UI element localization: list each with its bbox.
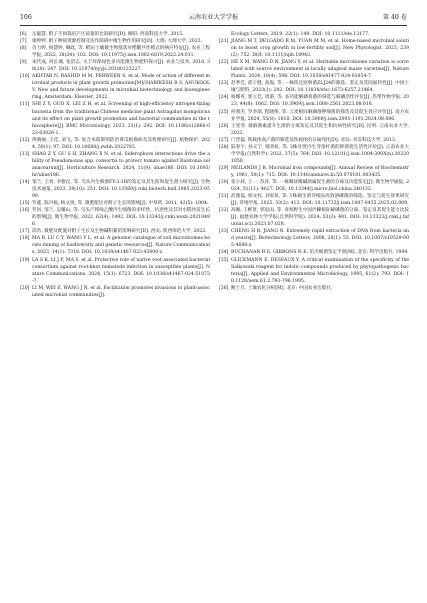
reference-text: HE X M, WANG D N, JIANG Y, et al. Heritable microbiome variation is correlated with source environment in locally adapted maize varieties[J]. Nature Plants, 2024, 10(4): 598. DOI: 10.1038/s41477-024-01654-7. [231,60,409,80]
reference-text: 佟晓丽, 王佳, 刘飞, 等. 复合木霉制剂防治黄瓜根腐病及其机理研究[J]. 植物保护, 2024, 50(1): 97. DOI: 10.16688/j.zwbh.2022783. [32,137,210,150]
reference-number: [26] [219,123,229,129]
reference-entry [20,73,210,101]
reference-number: [14] [20,179,30,185]
reference-entry [219,228,409,249]
reference-text: GLICKMANN E, DESSAUX Y. A critical examination of the specificity of the Salkowski reagent for indolic compounds produced by phytopathogenic bacteria[J]. Applied and Environmental Microbiology, 1995, 61(2): 793. DOI: 10.1128/aem.61.2.793-796.1995. [231,257,409,284]
reference-number: [19] [20,257,30,263]
reference-text: 王宪琴. 球藓菌素提升生菌的分离鉴定及其促生和抗病性研究[D]. 昆明: 云南农业大学, 2022. [231,123,409,136]
reference-number: [13] [20,151,30,157]
reference-number: [16] [20,208,30,214]
reference-entry [20,257,210,285]
reference-entry [20,228,210,235]
reference-number: [17] [20,229,30,235]
reference-text: 何朋杰, 罗李瑞, 程晓俊, 等. 云麦根际解磷溶钾细菌的筛选及其促生效应评价[J]. 南方农业学报, 2024, 55(8): 1610. DOI: 10.3969/j.issn.2095-1191.2024.08.006. [231,109,409,122]
reference-entry [219,193,409,207]
reference-number: [18] [20,236,30,242]
reference-text: LA S K, LI J F, MA S, et al. Protective role of native root-associated bacterial consortium against root-knot nematode infection in susceptible plants[J]. Nature Communications, 2024, 15(1): 6723. DOI: 10.1038/s41467-024-51073-7. [32,257,210,284]
reference-number: [30] [219,179,229,185]
reference-entry [20,179,210,200]
references-right-column [219,31,409,292]
reference-entry [219,257,409,285]
reference-number: [6] [20,32,27,37]
reference-text: 张小莉, 王一, 苏萍, 等. 一株哪盐嗜碱菌属促生菌的分离及功能鉴定[J]. 微生物学通报, 2024, 51(11): 4627. DOI: 10.13344/j.micro.biol.china.240132. [231,179,409,193]
reference-text: 高佩, 王彬贤, 郭思雨, 等. 青海野生中国沙棘根际解磷菌的分离、鉴定及其促生能力比较[J]. 福建农林大学学报(自然科学版), 2024, 53(3): 401. DOI: 10.13323/j.cnki.j.fafu(nat.sci).2023.07.028. [231,208,409,228]
reference-entry [20,235,210,256]
reference-entry [20,285,210,299]
reference-number: [36] [219,285,229,291]
reference-entry [219,59,409,80]
reference-text: BUCHANAN R E, GIBBONS N E. 伯杰细菌鉴定手册[M]. 北京: 科学出版社, 1994. [231,250,409,256]
reference-text: 杨娜英, 郭立佳, 周游, 等. 多功能解磷真菌的筛选与解磷活性评价[J]. 热带作物学报, 2023, 44(8): 1662. DOI: 10.3969/j.issn.1000-2561.2023.08.016. [231,95,409,108]
reference-text: Ecology Letters, 2019, 22(1): 149. DOI: 10.1111/ele.13177. [231,32,370,37]
reference-entry [219,109,409,123]
reference-entry [219,207,409,228]
reference-number: [32] [219,208,229,214]
reference-number: [12] [20,137,30,143]
reference-number: [22] [219,60,229,66]
reference-entry [20,151,210,179]
reference-entry [219,144,409,165]
reference-number: [28] [219,144,229,150]
reference-entry [20,45,210,59]
reference-text: 邱浩. 微肥及配施对附子生长及生物碱积累的影响研究[D]. 西安: 陕西师范大学, 2022. [32,229,207,235]
reference-number: [25] [219,109,229,115]
reference-number: [27] [219,137,229,143]
reference-number: [31] [219,194,229,200]
reference-text: 武燕磊, 杨文权, 刘家伙, 等. 1株锡生溶芽根际高效溶磷菌的筛选、鉴定与促生效果研究[J]. 草地学报, 2025, 33(2): 413. DOI: 10.11733/j.issn.1007-0435.2025.02.009. [231,194,409,207]
reference-entry [219,31,409,38]
reference-text: JIANG M T, DELGADO B M, YUAN M M, et al. Home-based microbial solution to boost crop growth in low-fertility soil[J]. New Phytologist, 2023, 239(2): 752. DOI: 10.1111/nph.18943. [231,39,409,59]
reference-entry [219,94,409,108]
journal-title: 云南农业大学学报 [188,14,239,21]
reference-entry [20,59,210,73]
reference-number: [9] [20,60,27,66]
reference-entry [20,38,210,45]
reference-text: LI M, WEI Z, WANG J N, et al. Facilitation promotes invasions in plant-associated microbial communities[J]. [32,285,210,298]
reference-entry [219,38,409,59]
reference-text: SHAO Z Y, GU S H, ZHANG X N, et al. Siderophore interactions drive the ability of Pseudomonas spp. consortia to protect tomato against Ralstonia solanacearum[J]. Horticulture Research, 2024, 11(9): uhae186. DOI: 10.1093/hr/uhae186. [32,151,210,178]
reference-number: [34] [219,250,229,256]
running-header [20,12,407,26]
reference-text: 陆春宇, 孙义宁, 鄢青虹, 等. 3株甘蔗内生芽孢杆菌的抑菌促生活性评价[J]. 云南农业大学学报(自然科学), 2022, 37(5): 764. DOI: 10.12101/j.issn.1004-390X(n).202201050. [231,144,409,164]
reference-entry [219,285,409,292]
reference-entry [20,31,210,38]
reference-text: 康婷婷. 附子种质资源控制及连作障碍中微生物作用研究[D]. 大理: 大理大学, 2023. [32,39,203,45]
reference-entry [219,249,409,256]
reference-number: [29] [219,165,229,171]
reference-number: [20] [20,285,30,291]
reference-number: [15] [20,201,30,207]
reference-text: MA B, LU C Y, WANG Y L, et al. A genomic catalogue of soil microbiomes boosts mining of biodiversity and genetic resources[J]. Nature Communications, 2023, 14(1): 7318. DOI: 10.1038/s41467-023-43000-z. [32,236,210,256]
volume-label: 第 40 卷 [382,14,407,21]
reference-text: 赵季佳, 邱子健, 高海, 等. 一株铁还原细菌ZLJ24的筛选、鉴定及其固氮特性[J]. 中国土壤与肥料, 2023(1): 242. DOI: 10.11838/sfsc.1673-6257.21464. [231,81,409,94]
reference-entry [219,137,409,144]
reference-entry [219,165,409,179]
reference-entry [20,207,210,228]
reference-number: [8] [20,46,27,52]
reference-text: 鲍士旦. 土壤农化分析[M]. 北京: 中国农业出版社, [231,285,333,291]
reference-text: SHI Z Y, GUO X, LEI Z H, et al. Screening of high-efficiency nitrogen-fixing bacteria from the traditional Chinese medicine plant Astragalus mongolicus and its effect on plant growth promotion and bacterial communities in the rhizosphere[J]. BMC Microbiology, 2023, 23(1): 292. DOI: 10.1186/s12866-023-03026-1. [32,102,210,136]
reference-text: 岳聪慧. 附子不同栽培产区质量的比较研究[D]. 绵阳: 西南科技大学, 2015. [32,32,184,37]
reference-number: [23] [219,81,229,87]
reference-entry [219,123,409,137]
reference-number: [11] [20,102,30,108]
references-left-column [20,31,210,299]
reference-text: 罗河, 邹兰, 吴璐山, 等. 乌头产吲哚乙酸内生细菌的多样性、抗逆性及其对水稻幼苗生长的影响[J]. 微生物学报, 2022, 62(4): 1492. DOI: 10.13343/j.cnki.wsxb.20210496. [32,208,210,228]
reference-text: 邹兰, 王勇, 李雅仪, 等. 乌头内生细菌FY-3-1R的鉴定及其生防和促生潜力研究[J]. 生物技术通报, 2023, 39(10): 251. DOI: 10.13560/j.cnki.biotech.bull.1985.2023-0590. [32,179,210,200]
reference-entry [20,101,210,136]
reference-entry [219,179,409,193]
reference-text: CHENG H R, JIANG N. Extremely rapid extraction of DNA from bacteria and yeasts[J]. Biotechnology Letters, 2006, 28(1): 55. DOI: 10.1007/s10529-005-4688-z. [231,229,409,249]
reference-number: [10] [20,74,30,80]
reference-text: 门晋磊. 铁载体高产菌的筛选及铁载体的分离纯化[D]. 青岛: 青岛科技大学, 2013. [231,137,397,143]
reference-entry [219,80,409,94]
page-number: 106 [20,14,32,21]
reference-number: [24] [219,95,229,101]
reference-entry [20,137,210,151]
reference-text: 肖力婷, 杨慧婷, 赖政, 等. 稻田土壤微生物群落对稻鳖共作模式的响应特征[J]. 农业工程学报, 2022, 38(24): 102. DOI: 10.11975/j.issn.1002-6819.2022.24.011. [32,46,210,59]
reference-number: [21] [219,39,229,45]
reference-number: [33] [219,229,229,235]
reference-text: 朱代成, 何长城, 张留志. 关于环保绿色多功能微生物肥料探讨[J]. 农业与技术, 2018, 38(20): 247. DOI: 10.11974/nyyjs.20180133227. [32,60,210,73]
reference-entry [20,200,210,207]
reference-text: NEILANDS J B. Microbial iron compounds[J]. Annual Review of Biochemistry, 1981, 50(1): 715. DOI: 10.1146/annurev.bi.50.070181.003435. [231,165,409,178]
reference-number: [35] [219,257,229,263]
reference-text: 罗鑫, 陈丹福, 杨文锐, 等. 微肥配比对附子生长的影响[J]. 中草药, 2011, 42(5): 1004. [32,201,209,207]
reference-number: [7] [20,39,27,45]
reference-text: AKHTAR N, RASHID M M, PERWEEN S, et al. Mode of action of different microbial products in plant growth promotion[M]//HARIKESH B S, ANUKOOL V. New and future developments in microbial biotechnology and bioengineering. Amsterdam: Elsevier, 2022. [32,74,210,101]
